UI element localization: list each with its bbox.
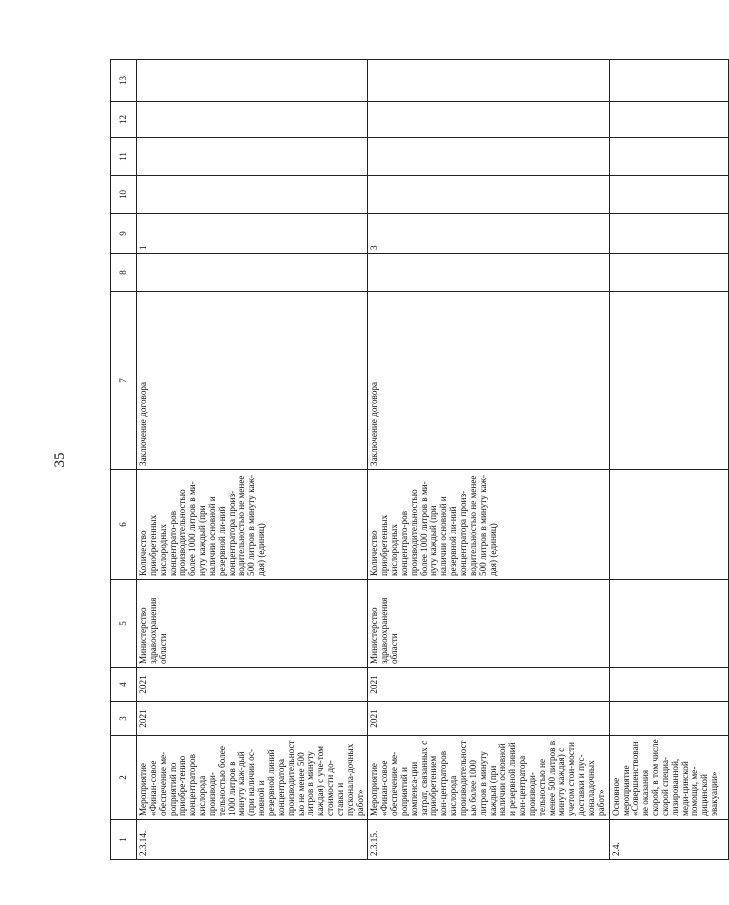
- row-number: 2.3.15.: [368, 820, 609, 860]
- start-year: [609, 702, 728, 736]
- rotated-table-wrapper: [110, 60, 720, 860]
- end-year: 2021: [368, 668, 609, 702]
- value-cell: [137, 60, 368, 102]
- executor: Министерство здравоохранения области: [368, 580, 609, 668]
- value-cell: [609, 176, 728, 214]
- column-number: 12: [111, 102, 137, 138]
- column-number-row: [111, 60, 137, 860]
- column-number: 7: [111, 292, 137, 470]
- column-number: 10: [111, 176, 137, 214]
- indicator: Количество приобретенных кислородных концентрато-ров производительностью более 1000 литров в ми-нуту каждый (при наличии основной и резервной ли-ний концентратора произ-водительностью не менее 500 литров в минуту каж-дая) (единиц): [368, 470, 609, 580]
- value-cell: 1: [137, 214, 368, 254]
- value-cell: [368, 254, 609, 292]
- column-number: 4: [111, 668, 137, 702]
- table-row: [137, 60, 368, 860]
- value-cell: [137, 176, 368, 214]
- result: Заключение договора: [137, 292, 368, 470]
- column-number: 3: [111, 702, 137, 736]
- value-cell: [368, 102, 609, 138]
- column-number: 13: [111, 60, 137, 102]
- value-cell: [137, 254, 368, 292]
- measures-table: [110, 59, 729, 860]
- column-number: 2: [111, 736, 137, 820]
- value-cell: [137, 138, 368, 176]
- row-number: 2.4.: [609, 820, 728, 860]
- end-year: 2021: [137, 668, 368, 702]
- column-number: 9: [111, 214, 137, 254]
- start-year: 2021: [137, 702, 368, 736]
- value-cell: [609, 60, 728, 102]
- row-number: 2.3.14.: [137, 820, 368, 860]
- measure-name: Основное мероприятие «Совершенствование оказания скорой, в том числе скорой специа-лизированной, меди-цинской помощи, ме-дицинской эвакуации»: [609, 736, 728, 820]
- column-number: 11: [111, 138, 137, 176]
- value-cell: [609, 214, 728, 254]
- value-cell: [609, 138, 728, 176]
- indicator: [609, 470, 728, 580]
- measure-name: Мероприятие «Финан-совое обеспечение ме-роприятий по приобре-тению концентраторов кислорода производи-тельностью более 1000 литров в минуту каж-дый (при наличии ос-новной и резервной линий концентратора производительностью не менее 500 литров в минуту каждая) с уче-том стоимости до-ставки и пусконала-дочных работ»: [137, 736, 368, 820]
- column-number: 1: [111, 820, 137, 860]
- column-number: 5: [111, 580, 137, 668]
- value-cell: [368, 60, 609, 102]
- value-cell: [368, 138, 609, 176]
- value-cell: [137, 102, 368, 138]
- executor: [609, 580, 728, 668]
- value-cell: [609, 254, 728, 292]
- table-row: [609, 60, 728, 860]
- indicator: Количество приобретенных кислородных концентрато-ров производительностью более 1000 литров в ми-нуту каждый (при наличии основной и резервной ли-ний концентратора произ-водительностью не менее 500 литров в минуту каж-дая) (единиц): [137, 470, 368, 580]
- column-number: 6: [111, 470, 137, 580]
- start-year: 2021: [368, 702, 609, 736]
- column-number: 8: [111, 254, 137, 292]
- result: Заключение договора: [368, 292, 609, 470]
- page-number: 35: [52, 452, 68, 468]
- end-year: [609, 668, 728, 702]
- value-cell: [609, 102, 728, 138]
- measure-name: Мероприятие «Финан-совое обеспечение ме-роприятий и компенса-ции затрат, связанных с приобретением кон-центраторов кислорода производительностью более 1000 литров в минуту каждый (при наличии основной и резервной линий кон-центратора производи-тельностью не менее 500 литров в минуту каждая) с учетом стои-мости доставки и пус-коналадочных работ»: [368, 736, 609, 820]
- executor: Министерство здравоохранения области: [137, 580, 368, 668]
- value-cell: 3: [368, 214, 609, 254]
- result: [609, 292, 728, 470]
- table-row: [368, 60, 609, 860]
- value-cell: [368, 176, 609, 214]
